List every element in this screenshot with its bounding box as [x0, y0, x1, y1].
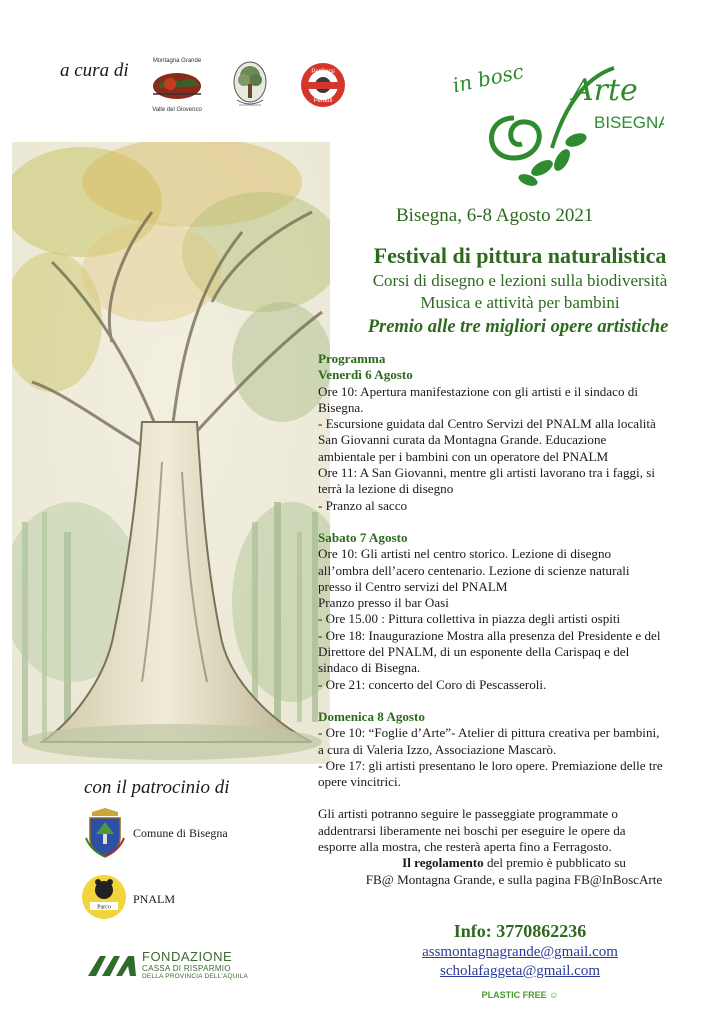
- email-link-montagna[interactable]: assmontagnagrande@gmail.com: [422, 944, 618, 960]
- regolamento-line: [318, 855, 710, 871]
- day3-line: opere vincitrici.: [318, 774, 401, 790]
- day1-line: Ore 10: Apertura manifestazione con gli artisti e il sindaco di: [318, 383, 638, 399]
- program-heading: Programma: [318, 351, 386, 366]
- program-section: [318, 351, 710, 888]
- event-subtitle-2: Musica e attività per bambini: [420, 293, 620, 312]
- montagna-grande-logo: [148, 58, 206, 114]
- event-subtitle-1: Corsi di disegno e lezioni sulla biodiversità: [372, 271, 668, 290]
- plastic-free-label: PLASTIC FREE ☺: [481, 990, 559, 1000]
- regolamento-bold: Il regolamento: [402, 855, 484, 871]
- fondazione-carispaq-icon: [86, 952, 138, 978]
- percorsi-text-top: PerCorsi: [311, 69, 335, 75]
- brand-line2: Arte: [572, 73, 638, 108]
- event-premio: Premio alle tre migliori opere artistiche: [367, 317, 669, 337]
- day2-line: - Ore 18: Inaugurazione Mostra alla presenza del Presidente e del: [318, 627, 661, 643]
- closing-line: Gli artisti potranno seguire le passeggiate programmate o: [318, 806, 618, 822]
- info-phone: Info: 3770862236: [453, 921, 587, 941]
- regolamento-line2: FB@ Montagna Grande, e sulla pagina FB@InBoscArte: [365, 871, 663, 887]
- day1-line: terrà la lezione di disegno: [318, 481, 454, 497]
- fondazione-line1: FONDAZIONE: [142, 949, 233, 964]
- pnalm-label: PNALM: [133, 892, 176, 906]
- day1-title: Venerdì 6 Agosto: [318, 367, 413, 383]
- day2-title: Sabato 7 Agosto: [318, 529, 408, 545]
- day1-line: Ore 11: A San Giovanni, mentre gli artisti lavorano tra i faggi, si: [318, 465, 655, 481]
- fondazione-line3: DELLA PROVINCIA DELL'AQUILA: [142, 973, 248, 980]
- montagna-grande-caption-bottom: Valle del Giovenco: [152, 107, 202, 113]
- comune-bisegna-label: Comune di Bisegna: [133, 826, 228, 840]
- day2-line: presso il Centro servizi del PNALM: [318, 578, 508, 594]
- inbosc-arte-brand-logo: [444, 48, 664, 188]
- day2-line: sindaco di Bisegna.: [318, 660, 421, 676]
- day2-line: - Ore 15.00 : Pittura collettiva in piazza degli artisti ospiti: [318, 611, 621, 627]
- percorsi-logo: [300, 62, 346, 108]
- fondazione-line2: CASSA DI RISPARMIO: [142, 964, 231, 973]
- tree-emblem-logo: [229, 58, 271, 114]
- day3-line: - Ore 10: “Foglie d’Arte”- Atelier di pittura creativa per bambini,: [318, 725, 660, 741]
- comune-bisegna-shield-icon: [84, 808, 126, 858]
- day1-line: - Escursione guidata dal Centro Servizi del PNALM alla località: [318, 416, 656, 432]
- a-cura-di-label: a cura di: [60, 60, 129, 81]
- patronage-heading: con il patrocinio di: [84, 777, 230, 798]
- pnalm-logo-text: Parco: [97, 904, 111, 911]
- brand-line3: BISEGNA: [594, 113, 664, 132]
- regolamento-rest: del premio è pubblicato su: [483, 855, 626, 871]
- day3-title: Domenica 8 Agosto: [318, 708, 425, 724]
- day1-line: San Giovanni curata da Montagna Grande. Educazione: [318, 432, 607, 448]
- watercolor-tree-painting: [12, 142, 330, 764]
- event-title: Festival di pittura naturalistica: [373, 243, 667, 268]
- montagna-grande-caption-top: Montagna Grande: [152, 58, 202, 64]
- brand-line1: in bosc: [450, 58, 526, 98]
- day2-line: Ore 10: Gli artisti nel centro storico. Lezione di disegno: [318, 546, 612, 562]
- day3-line: a cura di Valeria Izzo, Associazione Mascarò.: [318, 741, 557, 757]
- day2-line: all’ombra dell’acero centenario. Lezione di scienze naturali: [318, 562, 630, 578]
- event-date: Bisegna, 6-8 Agosto 2021: [396, 205, 594, 226]
- day2-line: Direttore del PNALM, di un esponente della Carispaq e del: [318, 644, 630, 660]
- closing-line: esporre alla mostra, che resterà aperta fino a Ferragosto.: [318, 839, 612, 855]
- percorsi-text-bottom: Perduti: [313, 98, 333, 104]
- closing-line: addentrarsi liberamente nei boschi per eseguire le opere da: [318, 822, 626, 838]
- day1-line: - Pranzo al sacco: [318, 497, 408, 513]
- day1-line: Bisegna.: [318, 399, 364, 415]
- day2-line: - Ore 21: concerto del Coro di Pescasseroli.: [318, 676, 547, 692]
- pnalm-bear-logo: [82, 872, 126, 922]
- day2-line: Pranzo presso il bar Oasi: [318, 595, 449, 611]
- email-link-schola[interactable]: scholafaggeta@gmail.com: [439, 963, 600, 979]
- day3-line: - Ore 17: gli artisti presentano le loro opere. Premiazione delle tre: [318, 757, 663, 773]
- day1-line: ambientale per i bambini con un operatore del PNALM: [318, 448, 609, 464]
